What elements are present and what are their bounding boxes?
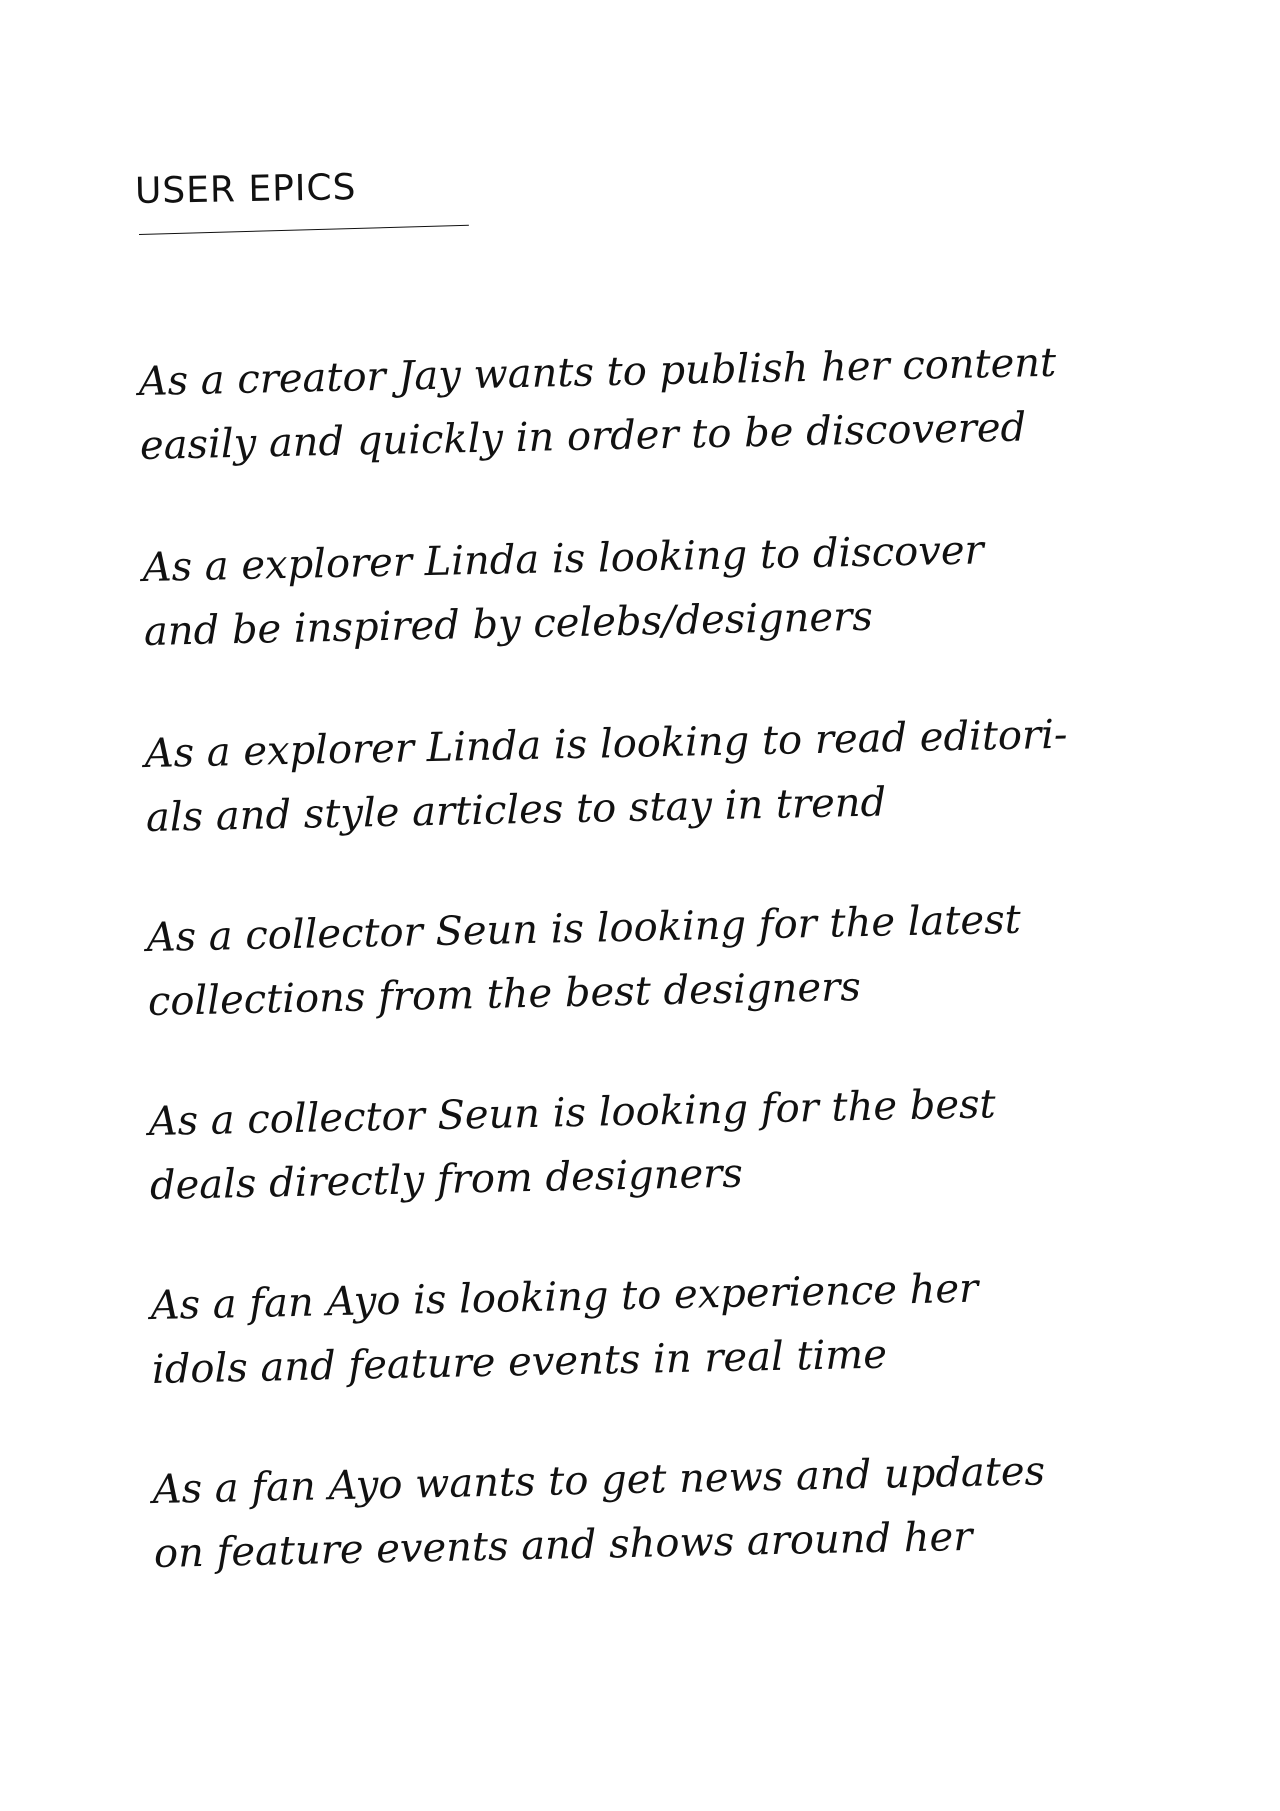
- epic-item: [150, 1257, 980, 1402]
- epic-line: As a explorer Linda is looking to discover: [142, 527, 985, 591]
- epic-line: As a collector Seun is looking for the best: [148, 1081, 997, 1145]
- epic-line: deals directly from designers: [149, 1150, 744, 1209]
- epic-item: [142, 518, 986, 664]
- epic-line: As a explorer Linda is looking to read editori-: [144, 711, 1068, 777]
- epic-line: and be inspired by celebs/designers: [143, 593, 874, 655]
- heading-block: [134, 167, 475, 212]
- epic-item: [148, 1072, 998, 1218]
- epic-item: [144, 703, 1069, 850]
- epic-line: As a collector Seun is looking for the latest: [146, 896, 1022, 961]
- epic-line: As a fan Ayo wants to get news and updates: [152, 1448, 1046, 1513]
- epic-line: As a creator Jay wants to publish her content: [138, 339, 1057, 405]
- epic-line: easily and quickly in order to be discovered: [139, 404, 1027, 469]
- title-underline: [139, 225, 469, 235]
- epic-item: [138, 331, 1058, 478]
- epic-line: collections from the best designers: [147, 964, 862, 1025]
- epic-line: idols and feature events in real time: [151, 1331, 888, 1393]
- page-title: USER EPICS: [134, 167, 357, 212]
- epic-item: [152, 1439, 1047, 1586]
- epic-line: on feature events and shows around her: [153, 1513, 973, 1577]
- epic-line: als and style articles to stay in trend: [145, 779, 887, 841]
- epic-item: [146, 888, 1023, 1034]
- epic-line: As a fan Ayo is looking to experience her: [150, 1265, 979, 1329]
